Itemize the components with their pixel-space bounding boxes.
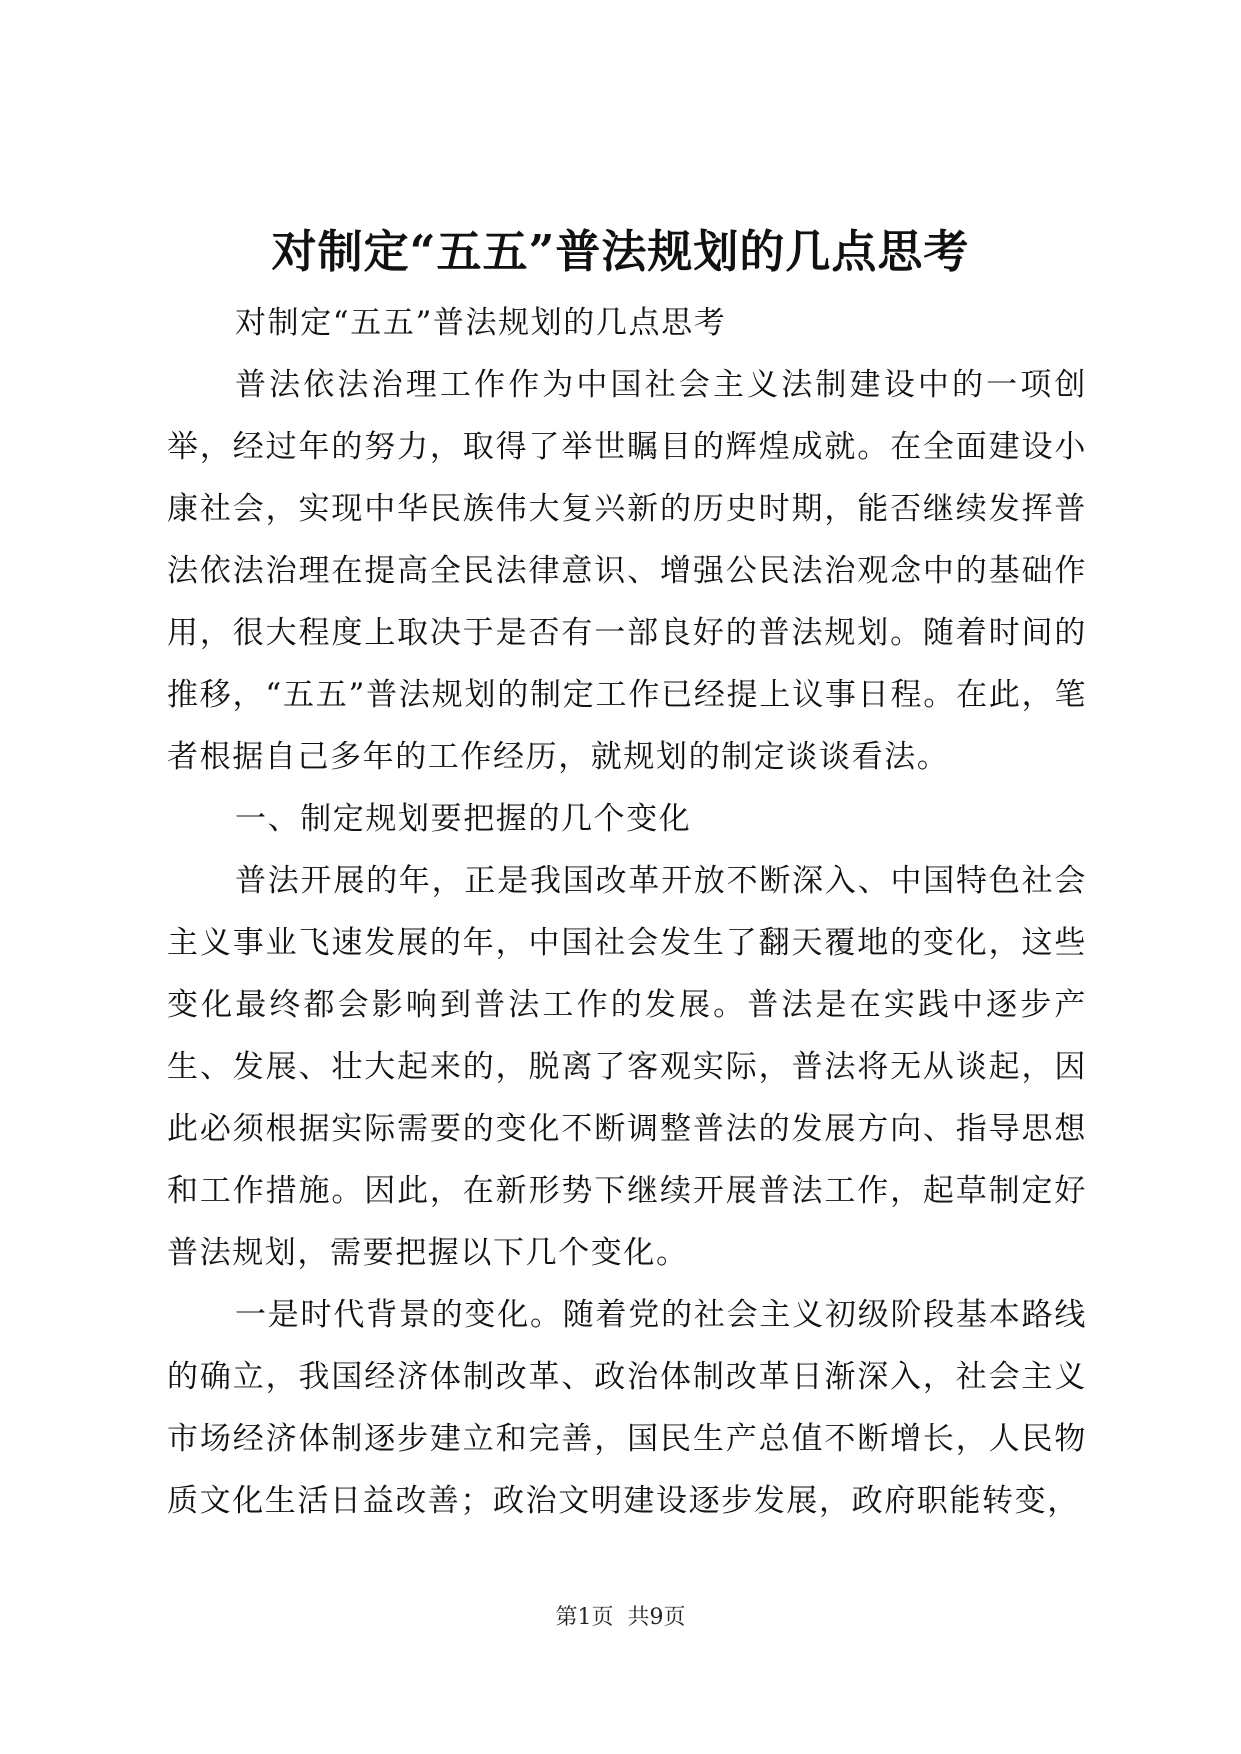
page-unit-label: 页 — [591, 1605, 614, 1630]
intro-paragraph: 普法依法治理工作作为中国社会主义法制建设中的一项创举，经过年的努力，取得了举世瞩目的辉煌成就。在全面建设小康社会，实现中华民族伟大复兴新的历史时期，能否继续发挥普法依法治理在提高全民法律意识、增强公民法治观念中的基础作用，很大程度上取决于是否有一部良好的普法规划。随着时间的推移，“五五”普法规划的制定工作已经提上议事日程。在此，笔者根据自己多年的工作经历，就规划的制定谈谈看法。 — [167, 367, 1087, 775]
document-title: 对制定“五五”普法规划的几点思考 — [271, 225, 970, 278]
total-unit-label: 页 — [663, 1605, 686, 1630]
section-heading: 一、制定规划要把握的几个变化 — [235, 801, 692, 837]
subtitle-paragraph: 对制定“五五”普法规划的几点思考 — [235, 305, 727, 341]
page-label: 第 — [555, 1605, 578, 1630]
total-page-number: 9 — [649, 1605, 664, 1630]
document-body — [167, 292, 1087, 1532]
current-page-number: 1 — [577, 1605, 592, 1630]
page-footer — [0, 1603, 1241, 1633]
body-paragraph: 一是时代背景的变化。随着党的社会主义初级阶段基本路线的确立，我国经济体制改革、政治体制改革日渐深入，社会主义市场经济体制逐步建立和完善，国民生产总值不断增长，人民物质文化生活日益改善；政治文明建设逐步发展，政府职能转变， — [167, 1297, 1087, 1519]
body-paragraph: 普法开展的年，正是我国改革开放不断深入、中国特色社会主义事业飞速发展的年，中国社会发生了翻天覆地的变化，这些变化最终都会影响到普法工作的发展。普法是在实践中逐步产生、发展、壮大起来的，脱离了客观实际，普法将无从谈起，因此必须根据实际需要的变化不断调整普法的发展方向、指导思想和工作措施。因此，在新形势下继续开展普法工作，起草制定好普法规划，需要把握以下几个变化。 — [167, 863, 1087, 1271]
total-label: 共 — [627, 1605, 650, 1630]
